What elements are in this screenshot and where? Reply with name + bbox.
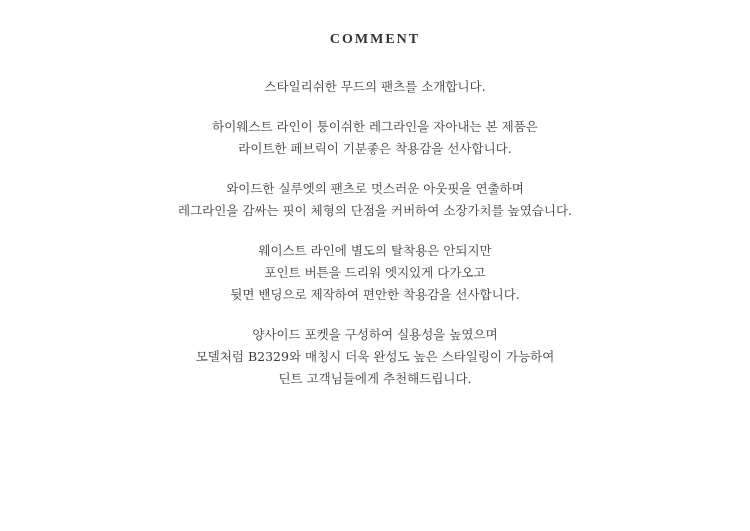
comment-line: 딘트 고객님들에게 추천해드립니다. bbox=[278, 371, 472, 386]
comment-heading: COMMENT bbox=[329, 32, 421, 47]
comment-line: 와이드한 실루엣의 팬츠로 멋스러운 아웃핏을 연출하며 bbox=[226, 181, 524, 196]
comment-line: 레그라인을 감싸는 핏이 체형의 단점을 커버하여 소장가치를 높였습니다. bbox=[177, 203, 573, 218]
comment-paragraph bbox=[0, 76, 750, 98]
comment-paragraph bbox=[0, 240, 750, 306]
comment-paragraph bbox=[0, 116, 750, 160]
comment-line: 하이웨스트 라인이 퉁이쉬한 레그라인을 자아내는 본 제품은 bbox=[212, 119, 538, 134]
comment-line: 스타일리쉬한 무드의 팬츠를 소개합니다. bbox=[264, 79, 486, 94]
comment-line: 양사이드 포켓을 구성하여 실용성을 높였으며 bbox=[252, 327, 498, 342]
comment-paragraph bbox=[0, 178, 750, 222]
comment-body bbox=[0, 76, 750, 408]
comment-line: 라이트한 페브릭이 기분좋은 착용감을 선사합니다. bbox=[238, 141, 512, 156]
comment-line: 포인트 버튼을 드리워 엣지있게 다가오고 bbox=[264, 265, 486, 280]
comment-paragraph bbox=[0, 324, 750, 390]
comment-line: 뒷면 밴딩으로 제작하여 편안한 착용감을 선사합니다. bbox=[230, 287, 520, 302]
comment-line: 모델처럼 B2329와 매칭시 더욱 완성도 높은 스타일링이 가능하여 bbox=[195, 349, 555, 364]
comment-line: 웨이스트 라인에 별도의 탈착용은 안되지만 bbox=[258, 243, 492, 258]
